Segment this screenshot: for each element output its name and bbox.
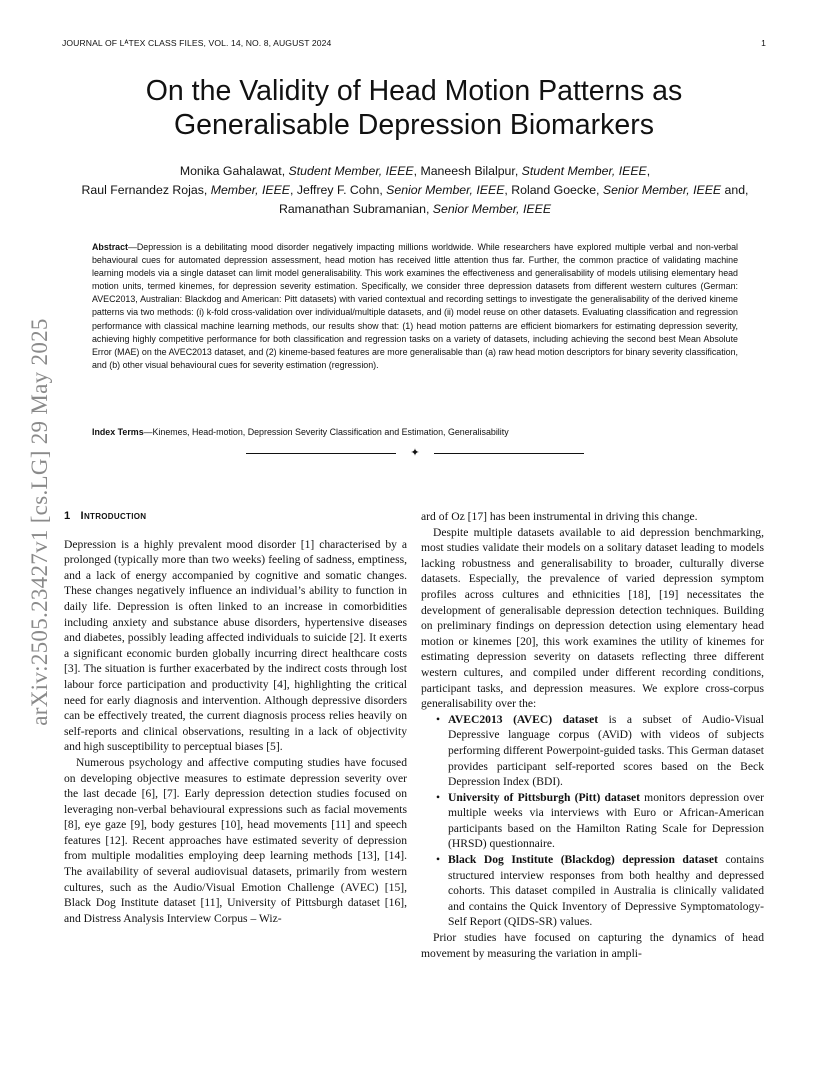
left-column <box>64 509 407 926</box>
divider-line-right <box>434 453 584 454</box>
author-name: Maneesh Bilalpur <box>420 164 515 178</box>
list-item <box>421 852 764 930</box>
arxiv-sidebar <box>24 296 56 748</box>
paper-title: On the Validity of Head Motion Patterns as Generalisable Depression Biomarkers <box>145 75 683 141</box>
page-number: 1 <box>761 38 766 48</box>
author-role: Student Member, IEEE <box>521 164 647 178</box>
bullet-text: monitors depression over multiple weeks via interviews with Euro or African-American participants based on the Hamilton Rating Scale for Depression (HRSD) questionnaire. <box>448 790 764 851</box>
journal-header: JOURNAL OF LᴬTEX CLASS FILES, VOL. 14, NO. 8, AUGUST 2024 <box>62 38 332 48</box>
bullet-text: is a subset of Audio-Visual Depressive language corpus (AViD) with videos of subjects performing different Powerpoint-guided tasks. This German dataset provides participant self-reported scores based on the Beck Depression Index (BDI). <box>448 712 764 789</box>
author-role: Student Member, IEEE <box>288 164 414 178</box>
author-name: Roland Goecke <box>511 183 597 197</box>
section-number: 1 <box>64 510 71 522</box>
list-item <box>421 712 764 790</box>
paragraph: Depression is a highly prevalent mood disorder [1] characterised by a prolonged (typically more than two weeks) feeling of sadness, emptiness, and a lack of energy accompanied by cognitive and somatic changes. These changes negatively influence an individual’s ability to function in daily life. Depression is often linked to an increase in comorbidities including anxiety and substance abuse disorders, hypertensive diseases and diabetes, possibly leading affected individuals to suicide [2]. It exerts a significant economic burden globally incurring direct healthcare costs [3]. The situation is further exacerbated by the indirect costs through lost labour force participation and productivity [4], highlighting the critical need for early diagnosis and intervention. Although depressive disorders can be effectively treated, the current diagnosis process relies heavily on self-reports and clinical observations, resulting in a lack of objectivity and high susceptibility to perceptual biases [5]. <box>64 537 407 754</box>
right-column <box>421 509 764 961</box>
bullet-label: AVEC2013 (AVEC) dataset <box>448 712 599 726</box>
author-name: Monika Gahalawat <box>179 164 282 178</box>
author-list: Monika Gahalawat, Student Member, IEEE, Maneesh Bilalpur, Student Member, IEEE, Raul Fernandez Rojas, Member, IEEE, Jeffrey F. Cohn, Senior Member, IEEE, Roland Goecke, Senior Member, IEEE and, Ramanathan Subramanian, Senior Member, IEEE <box>81 164 749 216</box>
paragraph: ard of Oz [17] has been instrumental in driving this change. <box>421 510 698 523</box>
list-item <box>421 790 764 852</box>
paragraph: Numerous psychology and affective computing studies have focused on developing objective measures to estimate depression severity over the last decade [6], [7]. Early depression detection studies focused on leveraging non-verbal behavioural expressions such as facial movements [8], eye gaze [9], body gestures [10], head movements [11] and speech features [12]. Recent approaches have estimated severity of depression from multiple modalities employing deep learning methods [13], [14]. The availability of several audiovisual datasets, primarily from western cultures, such as the Audio/Visual Emotion Challenge (AVEC) [15], Black Dog Institute dataset [11], University of Pittsburgh dataset [16], and Distress Analysis Interview Corpus – Wiz- <box>64 755 407 925</box>
index-terms <box>92 426 738 439</box>
bullet-text: contains structured interview responses from both healthy and depressed cohorts. This dataset compiled in Australia is clinically validated and contains the Quick Inventory of Depressive Symptomatology-Self Report (QIDS-SR) values. <box>448 853 764 929</box>
paragraph: Prior studies have focused on capturing the dynamics of head movement by measuring the variation in ampli- <box>421 931 764 960</box>
running-header <box>62 38 766 48</box>
abstract <box>92 241 738 372</box>
arxiv-identifier: arXiv:2505.23427v1 [cs.LG] 29 May 2025 <box>27 318 52 726</box>
author-role: Member, IEEE <box>210 183 290 197</box>
section-heading <box>64 509 407 525</box>
index-terms-label: Index Terms <box>92 427 144 437</box>
index-terms-text: —Kinemes, Head-motion, Depression Severity Classification and Estimation, Generalisability <box>143 427 509 437</box>
section-divider <box>246 446 584 460</box>
author-name: Jeffrey F. Cohn <box>296 183 380 197</box>
author-role: Senior Member, IEEE <box>602 183 722 197</box>
author-role: Senior Member, IEEE <box>432 202 552 216</box>
author-role: Senior Member, IEEE <box>386 183 505 197</box>
dataset-list <box>421 712 764 930</box>
abstract-label: Abstract <box>92 242 129 252</box>
diamond-icon: ✦ <box>410 447 420 459</box>
divider-line-left <box>246 453 396 454</box>
bullet-label: University of Pittsburgh (Pitt) dataset <box>448 790 640 804</box>
abstract-text: —Depression is a debilitating mood disorder negatively impacting millions worldwide. While researchers have explored multiple verbal and non-verbal behavioural cues for automated depression assessment, head motion has received little attention thus far. Further, the common practice of validating machine learning models via a single dataset can limit model generalisability. This work examines the effectiveness and generalisability of models utilising elementary head motion units, termed kinemes, for depression severity estimation. Specifically, we consider three depression datasets from different western cultures (German: AVEC2013, Australian: Blackdog and American: Pitt datasets) with varied contextual and recording settings to investigate the generalisability of the derived kineme patterns via two methods: (i) k-fold cross-validation over individual/multiple datasets, and (ii) model reuse on other datasets. Evaluating classification and regression performance with classical machine learning methods, our results show that: (1) head motion patterns are efficient biomarkers for estimating depression severity, achieving highly competitive performance for both classification and regression tasks on a variety of datasets, including achieving the second best Mean Absolute Error (MAE) on the AVEC2013 dataset, and (2) kineme-based features are more generalisable than (a) raw head motion descriptors for binary severity classification, and (b) other visual behavioural cues for severity estimation (regression). <box>92 242 738 370</box>
author-name: Raul Fernandez Rojas <box>81 183 204 197</box>
author-name: Ramanathan Subramanian <box>278 202 426 216</box>
paragraph: Despite multiple datasets available to aid depression benchmarking, most studies validate their models on a solitary dataset leading to models lacking robustness and generalisability to broader, culturally diverse datasets. Especially, the prevalence of varied depression symptom profiles across cultures and ethnicities [18], [19] necessitates the development of generalisable depression detection techniques. Building on preliminary findings on depression detection using elementary head motion or kinemes [20], this work examines the utility of kinemes for estimating depression severity on datasets reflecting three different western cultures, and compiled under different recording conditions, participant tasks, and depression measures. We explore cross-corpus generalisability over the: <box>421 525 764 711</box>
section-title: Introduction <box>80 510 147 522</box>
bullet-label: Black Dog Institute (Blackdog) depression dataset <box>448 853 718 867</box>
